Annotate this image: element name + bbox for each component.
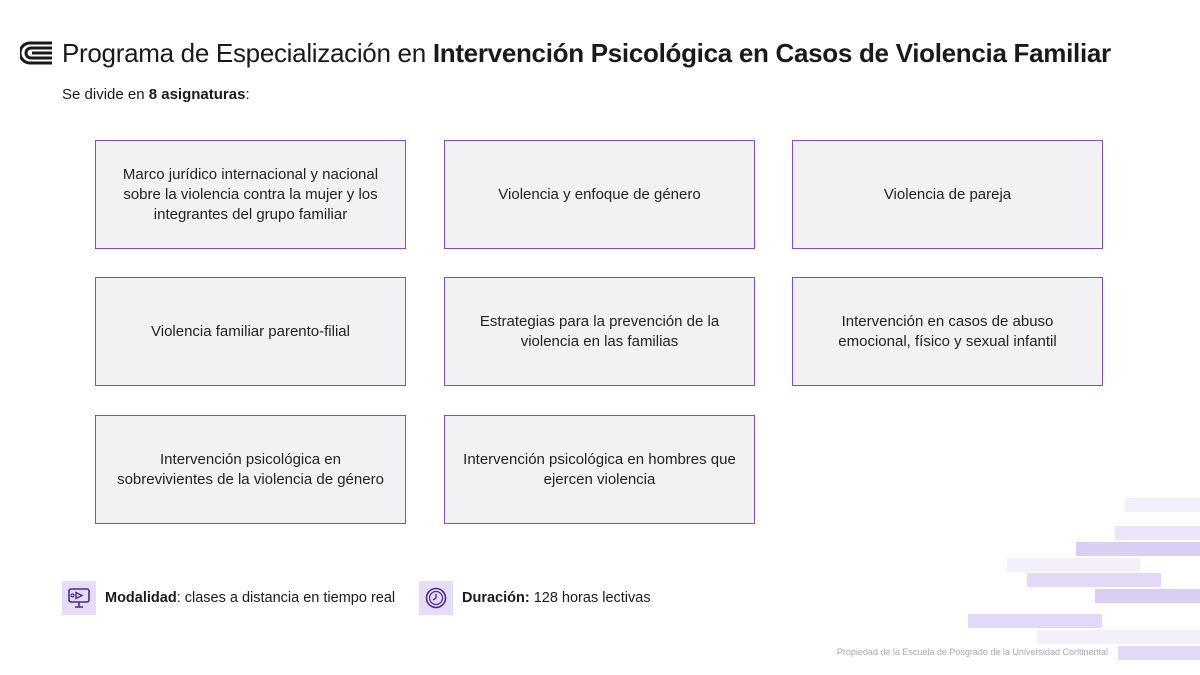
subject-card (792, 140, 1103, 249)
stripe (1037, 630, 1200, 644)
subject-label: Violencia de pareja (883, 185, 1012, 203)
modalidad-label: Modalidad (105, 590, 177, 606)
modalidad-info (62, 581, 395, 615)
duracion-label: Duración: (462, 590, 530, 606)
stripe (1125, 498, 1200, 512)
subjects-grid (95, 140, 1106, 526)
book-stack-icon (20, 39, 58, 69)
subject-card (95, 415, 406, 524)
video-class-icon (62, 581, 96, 615)
duracion-value: 128 horas lectivas (529, 590, 651, 606)
subject-label: Intervención psicológica en sobrevivientes de la violencia de género (117, 450, 384, 488)
subject-label: Violencia y enfoque de género (498, 185, 701, 203)
subject-card (444, 277, 755, 386)
subject-label: Intervención en casos de abuso emocional, físico y sexual infantil (838, 312, 1057, 350)
subject-label: Intervención psicológica en hombres que ejercen violencia (463, 450, 736, 488)
subject-card (444, 140, 755, 249)
subtitle: Se divide en 8 asignaturas: (62, 86, 250, 103)
clock-icon (419, 581, 453, 615)
stripe (1095, 589, 1200, 603)
ownership-note: Propiedad de la Escuela de Posgrado de la Universidad Continental (836, 647, 1108, 657)
subject-card (95, 140, 406, 249)
stripe (1007, 558, 1140, 572)
subject-label: Marco jurídico internacional y nacional sobre la violencia contra la mujer y los integrantes del grupo familiar (122, 165, 379, 223)
stripe (1076, 542, 1200, 556)
subject-card (792, 277, 1103, 386)
stripe (1027, 573, 1161, 587)
page-title: Programa de Especialización en Intervención Psicológica en Casos de Violencia Familiar (62, 38, 1111, 68)
duracion-info (419, 581, 651, 615)
stripe (968, 614, 1102, 628)
subject-label: Estrategias para la prevención de la violencia en las familias (479, 312, 720, 350)
stripe (1118, 646, 1200, 660)
subject-label: Violencia familiar parento-filial (151, 322, 350, 340)
subject-card (444, 415, 755, 524)
stripe (1115, 526, 1200, 540)
subject-card (95, 277, 406, 386)
page-header (20, 38, 1111, 69)
modalidad-value: : clases a distancia en tiempo real (176, 590, 396, 606)
